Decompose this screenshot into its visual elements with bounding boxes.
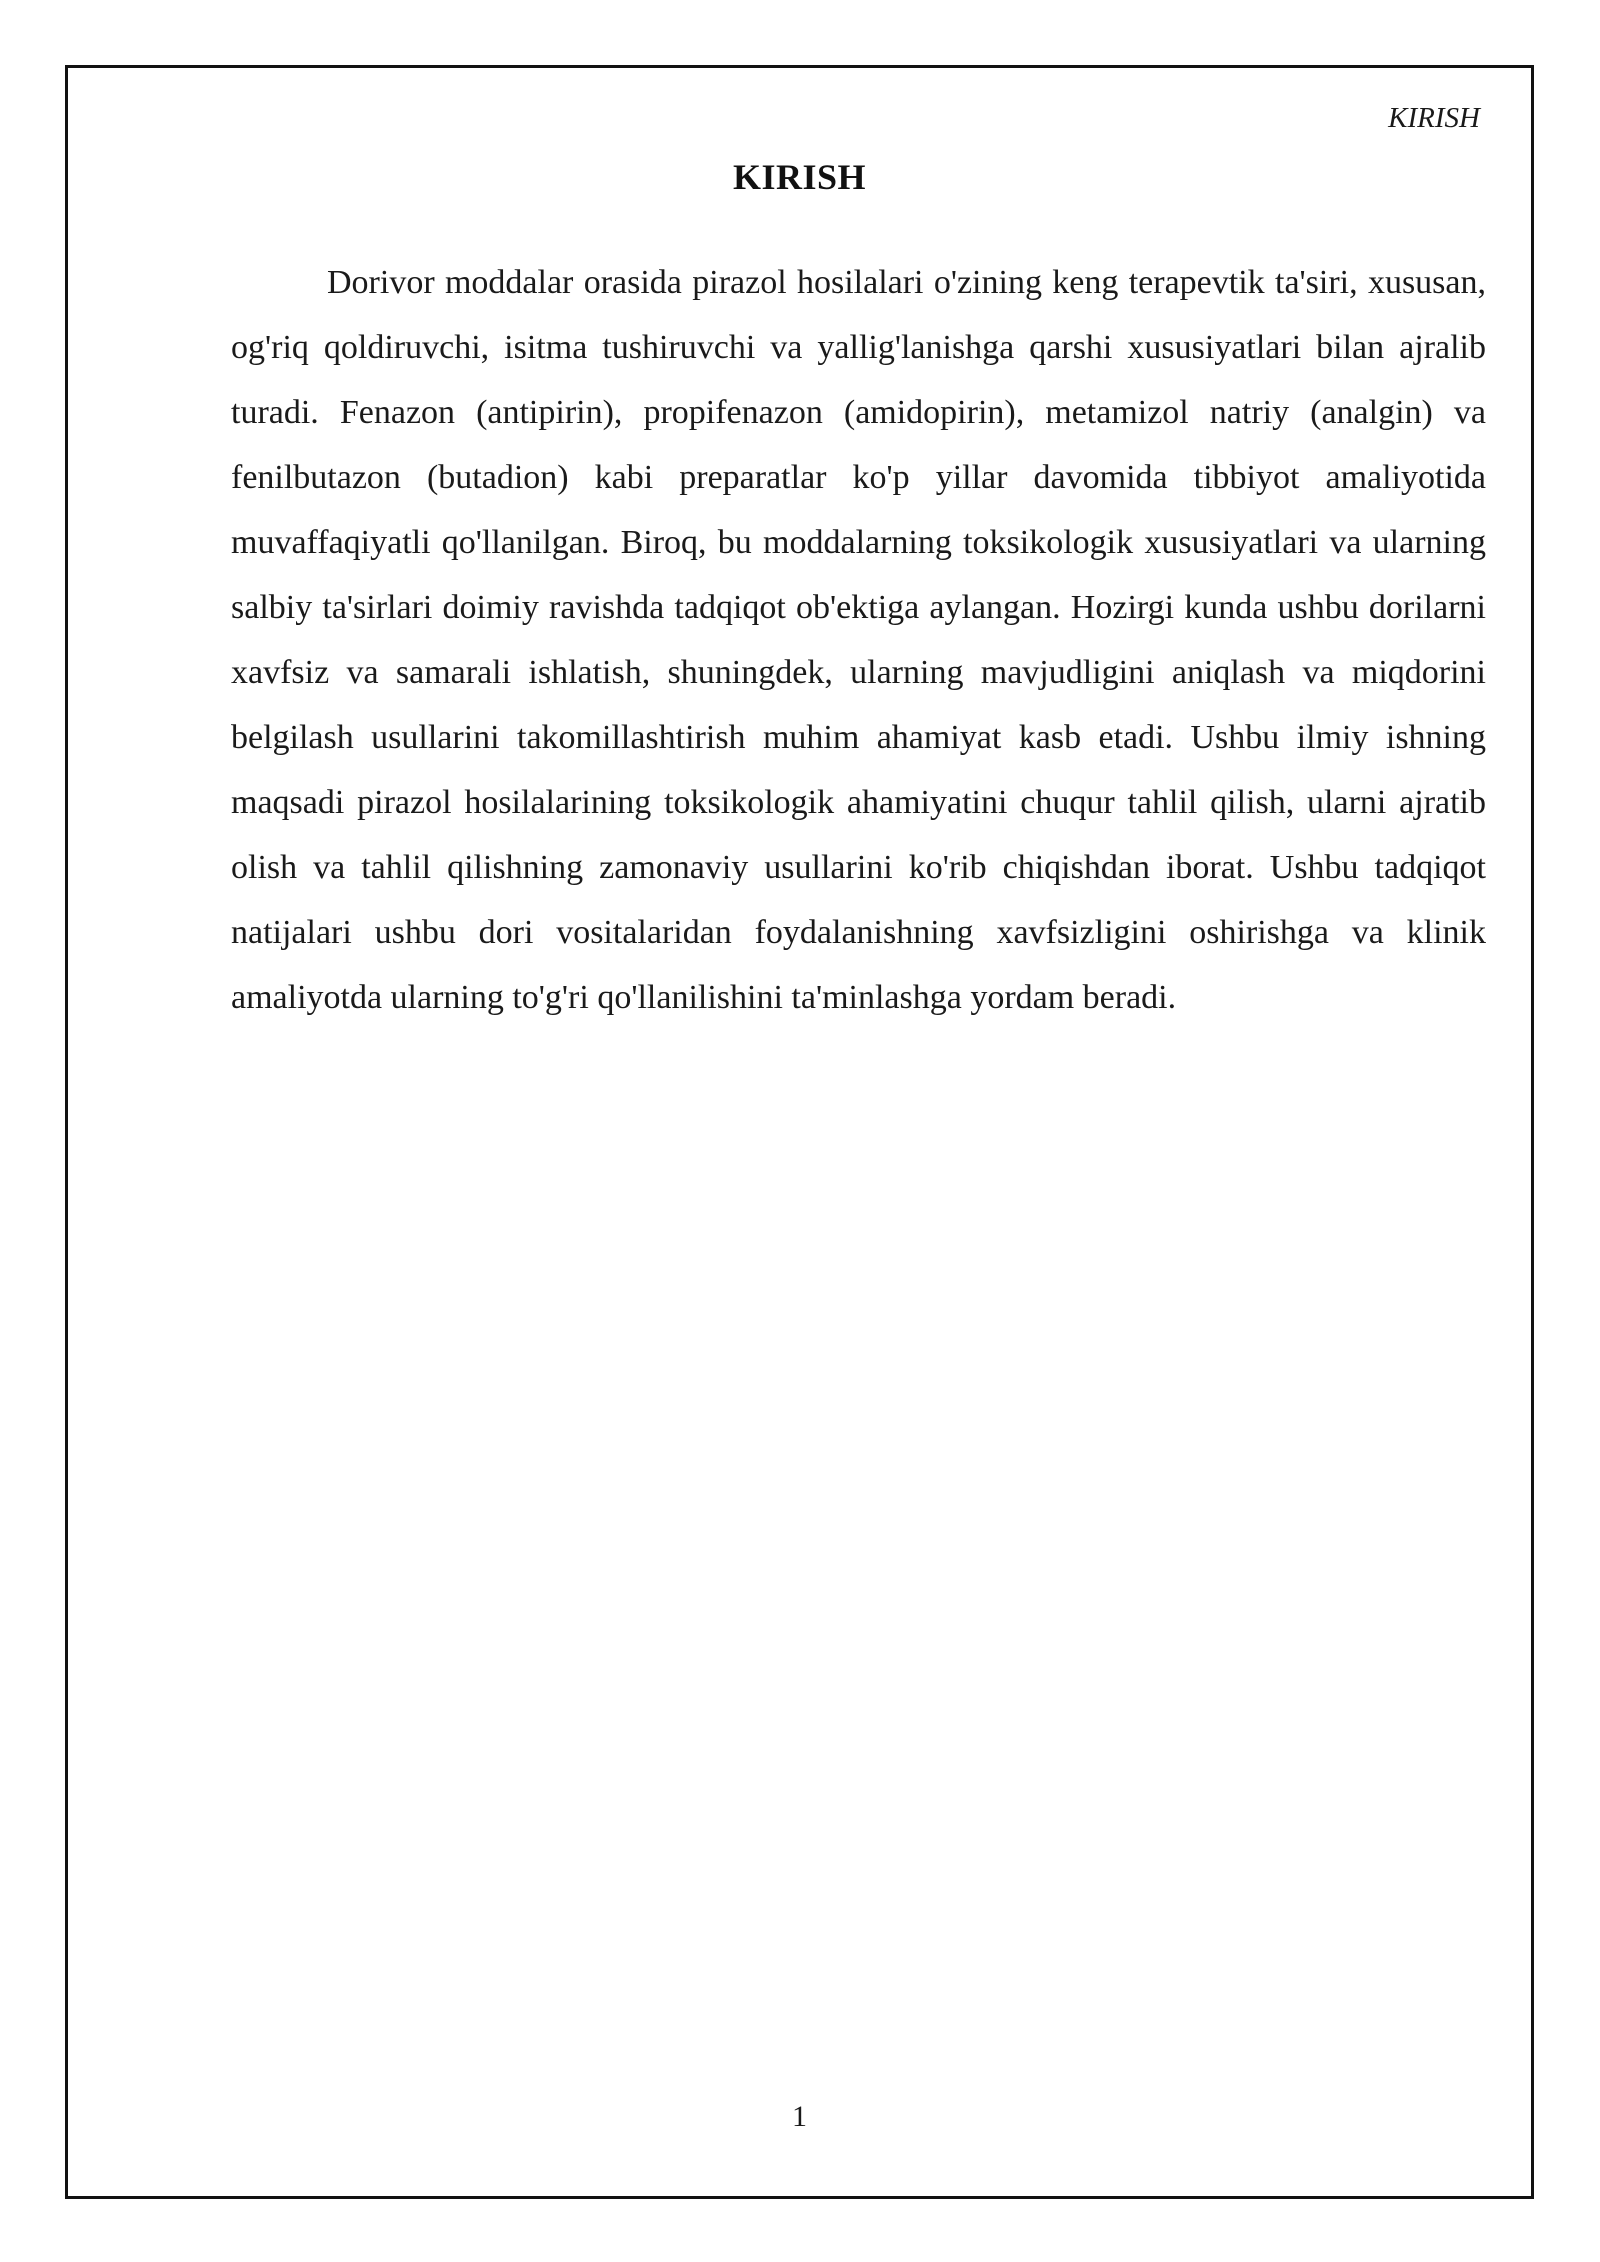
body-paragraph: Dorivor moddalar orasida pirazol hosilalari o'zining keng terapevtik ta'siri, xususan, og'riq qoldiruvchi, isitma tushiruvchi va yallig'lanishga qarshi xususiyatlari bilan ajralib turadi. Fenazon (antipirin), propifenazon (amidopirin), metamizol natriy (analgin) va fenilbutazon (butadion) kabi preparatlar ko'p yillar davomida tibbiyot amaliyotida muvaffaqiyatli qo'llanilgan. Biroq, bu moddalarning toksikologik xususiyatlari va ularning salbiy ta'sirlari doimiy ravishda tadqiqot ob'ektiga aylangan. Hozirgi kunda ushbu dorilarni xavfsiz va samarali ishlatish, shuningdek, ularning mavjudligini aniqlash va miqdorini belgilash usullarini takomillashtirish muhim ahamiyat kasb etadi. Ushbu ilmiy ishning maqsadi pirazol hosilalarining toksikologik ahamiyatini chuqur tahlil qilish, ularni ajratib olish va tahlil qilishning zamonaviy usullarini ko'rib chiqishdan iborat. Ushbu tadqiqot natijalari ushbu dori vositalaridan foydalanishning xavfsizligini oshirishga va klinik amaliyotda ularning to'g'ri qo'llanilishini ta'minlashga yordam beradi.	[231, 264, 1486, 1016]
page-number: 1	[792, 2100, 807, 2133]
running-header: KIRISH	[1388, 102, 1480, 134]
page-border	[65, 65, 1534, 2199]
page-title: KIRISH	[732, 157, 867, 197]
